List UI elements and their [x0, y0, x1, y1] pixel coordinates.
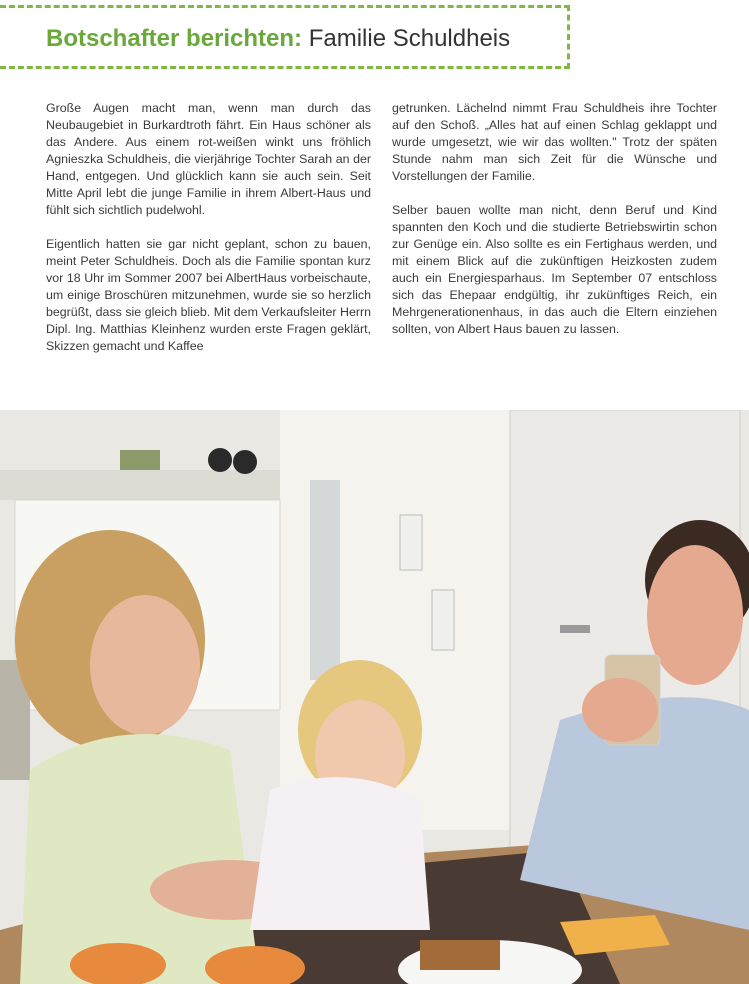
title-rest: Familie Schuldheis [308, 25, 511, 52]
paragraph: getrunken. Lächelnd nimmt Frau Schuldheis ihre Tochter auf den Schoß. „Alles hat auf einen Schlag geklappt und wurde umgesetzt, wie wir das wollten." Trotz der späten Stunde nahm man sich Zeit für die Wünsche und Vorstellungen der Familie. [392, 101, 717, 183]
paragraph: Große Augen macht man, wenn man durch das Neubaugebiet in Burkardtroth fährt. Ein Haus schöner als das Andere. Aus einem rot-weißen winkt uns fröhlich Agnieszka Schuldheis, die vierjährige Tochter Sarah an der Hand, entgegen. Und glücklich kann sie auch sein. Seit Mitte April lebt die junge Familie in ihrem Albert-Haus und fühlt sich sichtlich pudelwohl. [46, 101, 371, 217]
paragraph: Eigentlich hatten sie gar nicht geplant, schon zu bauen, meint Peter Schuldheis. Doch als die Familie spontan kurz vor 18 Uhr im Sommer 2007 bei AlbertHaus vorbeischaute, um einige Broschüren mitzunehmen, wurde sie so herzlich begrüßt, dass sie gleich blieb. Mit dem Verkaufsleiter Herrn Dipl. Ing. Matthias Kleinhenz wurden erste Fragen geklärt, Skizzen gemacht und Kaffee [46, 237, 371, 353]
page-title [46, 24, 510, 54]
article-column-left [46, 100, 371, 372]
title-highlight: Botschafter berichten: [46, 25, 303, 52]
family-photo [0, 410, 749, 984]
article-column-right [392, 100, 717, 355]
paragraph: Selber bauen wollte man nicht, denn Beruf und Kind spannten den Koch und die studierte Betriebswirtin schon zur Genüge ein. Also sollte es ein Fertighaus werden, und mit einem Blick auf die zukünftigen Heizkosten zudem auch ein Energiesparhaus. Im September 07 entschloss sich das Ehepaar endgültig, ihr zukünftiges Reich, ein Mehrgenerationenhaus, in das auch die Eltern einziehen sollten, von Albert Haus bauen zu lassen. [392, 203, 717, 336]
